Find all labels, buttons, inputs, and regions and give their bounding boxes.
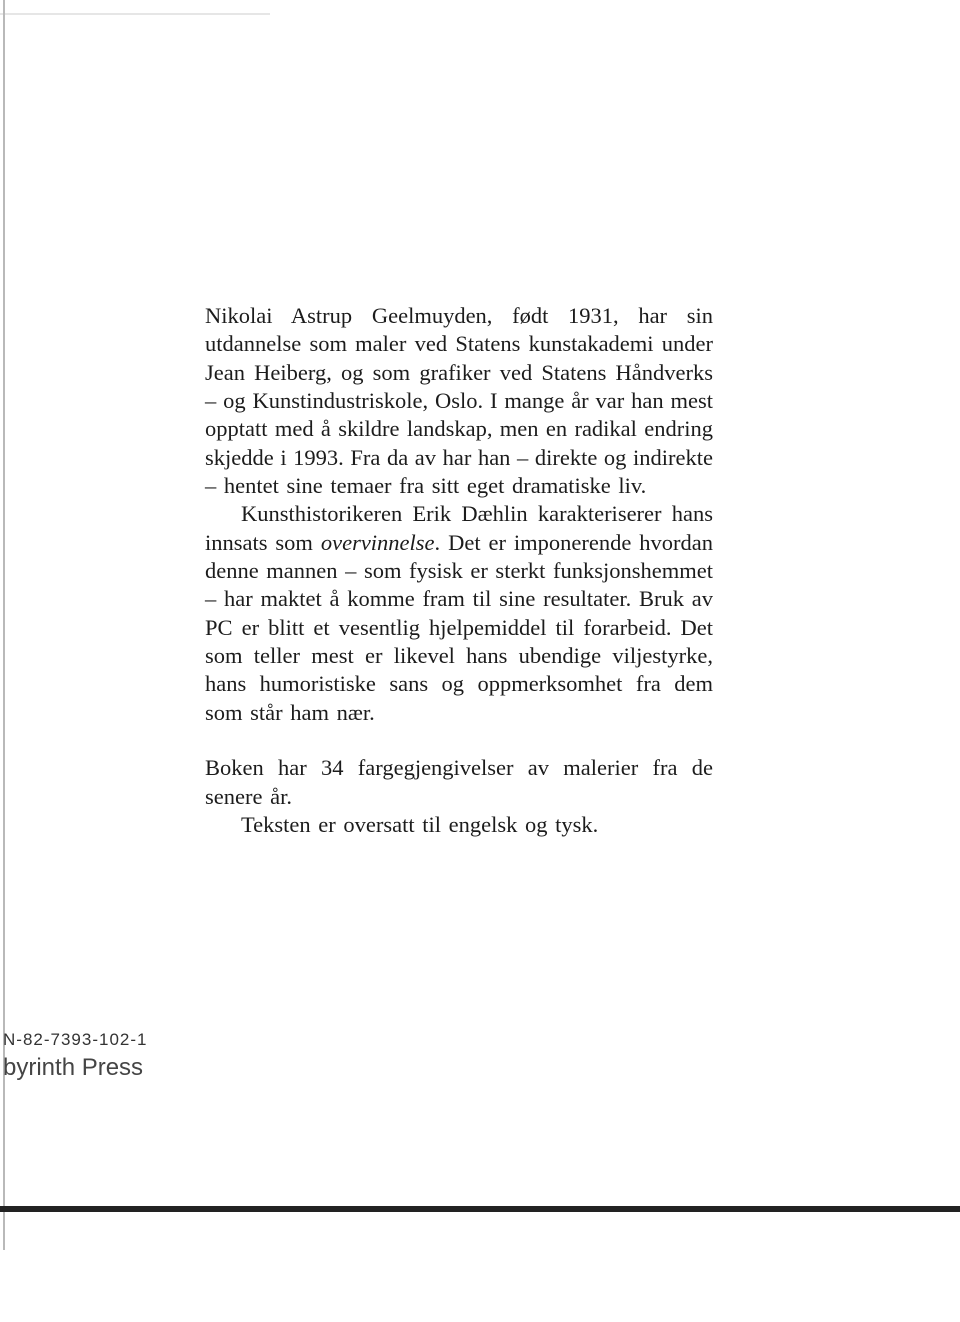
- blurb-paragraph-2: [205, 500, 713, 727]
- blurb-line: hans humoristiske sans og oppmerksomhet fra dem: [205, 671, 713, 697]
- blurb-line: PC er blitt et vesentlig hjelpemiddel til forarbeid. Det: [205, 614, 713, 640]
- blurb-line: som står ham nær.: [205, 699, 375, 725]
- blurb-line: – har maktet å komme fram til sine resultater. Bruk av: [205, 586, 713, 612]
- blurb-line: utdannelse som maler ved Statens kunstakademi under: [205, 331, 713, 357]
- blurb-text: . Det er imponerende hvordan: [434, 529, 713, 555]
- cover-blurb: [205, 302, 713, 839]
- blurb-line: skjedde i 1993. Fra da av har han – direkte og indirekte: [205, 444, 713, 470]
- paragraph-gap: [205, 727, 713, 754]
- top-edge-shadow: [0, 13, 270, 15]
- blurb-line: Kunsthistorikeren Erik Dæhlin karakteriserer hans: [241, 501, 713, 527]
- blurb-line: Nikolai Astrup Geelmuyden, født 1931, har sin: [205, 303, 713, 328]
- blurb-line: Teksten er oversatt til engelsk og tysk.: [241, 811, 599, 837]
- blurb-line: [205, 529, 713, 557]
- blurb-paragraph-3: [205, 754, 713, 811]
- publisher-name: byrinth Press: [3, 1054, 144, 1081]
- blurb-paragraph-4: [205, 811, 713, 839]
- blurb-line: Boken har 34 fargegjengivelser av malerier fra de: [205, 755, 713, 781]
- blurb-line: opptatt med å skildre landskap, men en radikal endring: [205, 416, 713, 442]
- blurb-line: Jean Heiberg, og som grafiker ved Statens Håndverks: [205, 359, 713, 385]
- blurb-text: innsats som: [205, 529, 321, 555]
- blurb-paragraph-1: [205, 302, 713, 500]
- isbn-number: N-82-7393-102-1: [3, 1030, 148, 1049]
- blurb-line: senere år.: [205, 783, 292, 809]
- blurb-line: som teller mest er likevel hans ubendige viljestyrke,: [205, 643, 713, 669]
- bottom-edge-line: [0, 1206, 960, 1212]
- blurb-line: denne mannen – som fysisk er sterkt funksjonshemmet: [205, 558, 713, 584]
- emphasized-word: overvinnelse: [320, 529, 435, 555]
- blurb-line: – hentet sine temaer fra sitt eget dramatiske liv.: [205, 473, 647, 499]
- blurb-line: – og Kunstindustriskole, Oslo. I mange år var han mest: [205, 388, 713, 414]
